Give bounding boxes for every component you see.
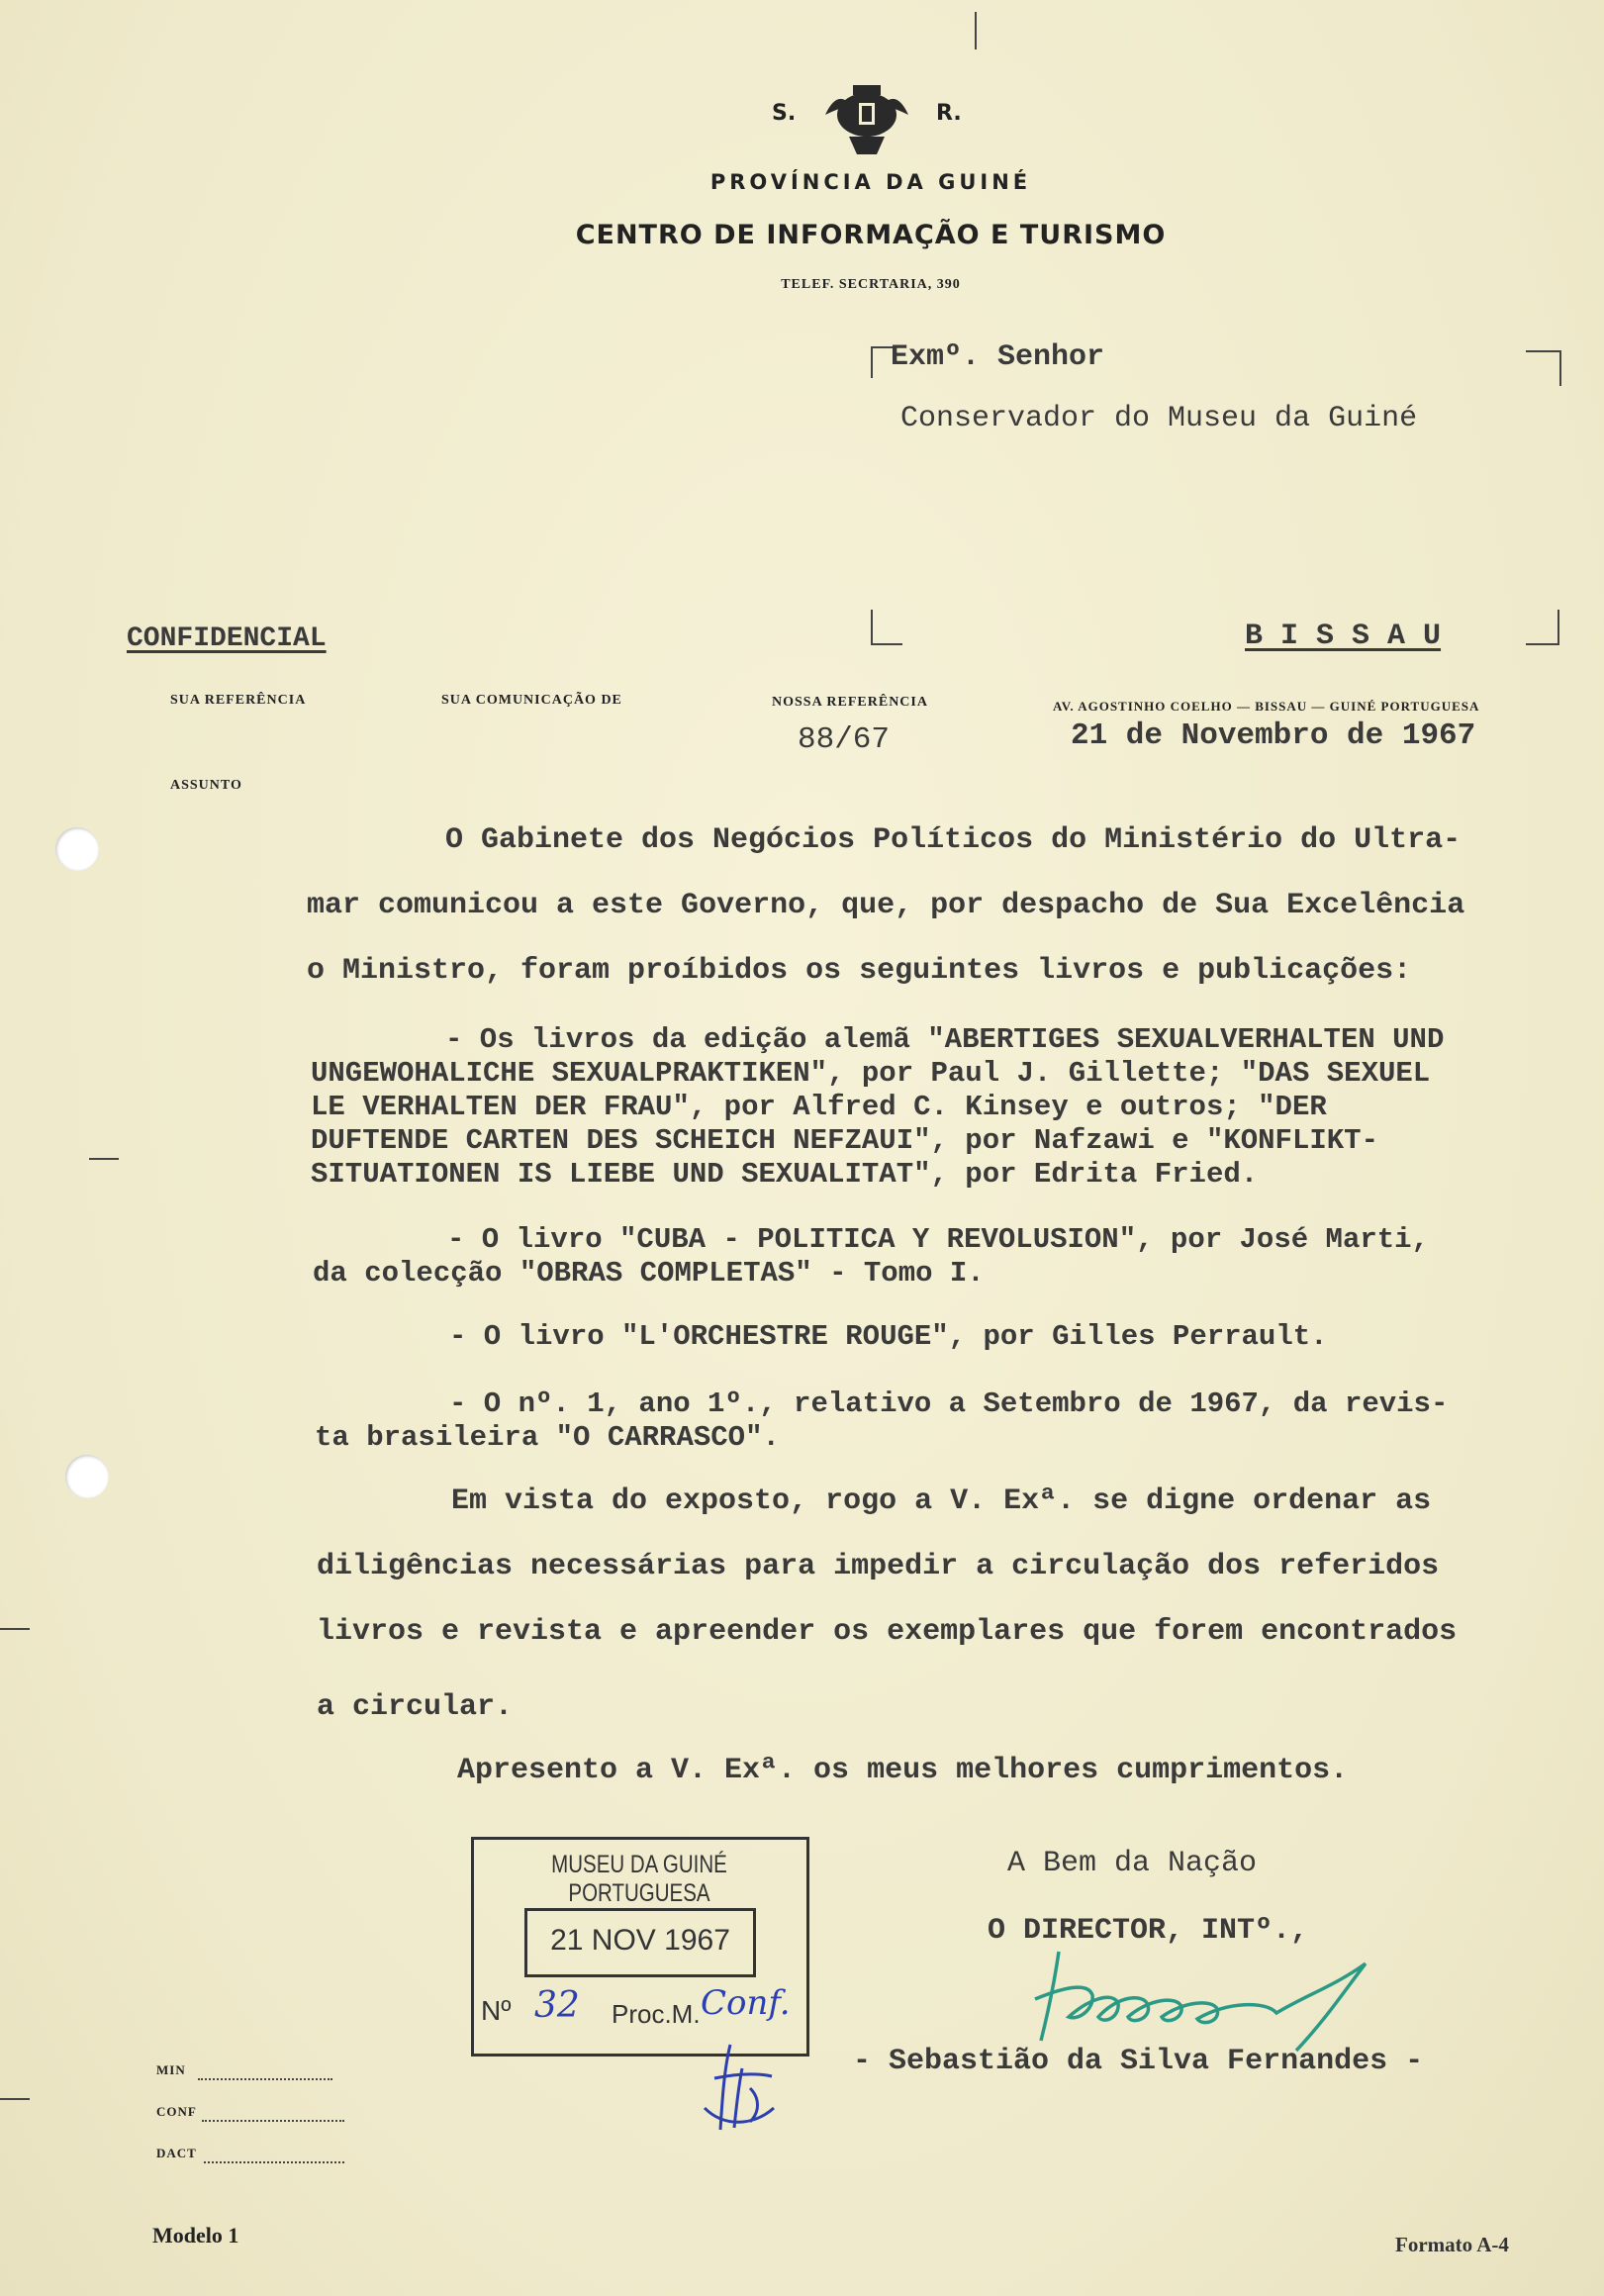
footer-conf-line bbox=[202, 2120, 344, 2122]
signoff-motto: A Bem da Nação bbox=[1007, 1847, 1258, 1880]
body-intro-1: O Gabinete dos Negócios Políticos do Ministério do Ultra- bbox=[445, 823, 1462, 857]
body-intro-2: mar comunicou a este Governo, que, por despacho de Sua Excelência bbox=[307, 889, 1465, 922]
margin-mark-3 bbox=[0, 2098, 30, 2100]
punch-hole-top bbox=[55, 827, 99, 871]
letter-date: 21 de Novembro de 1967 bbox=[1071, 718, 1476, 753]
item3-line1: - O livro "L'ORCHESTRE ROUGE", por Gilles Perrault. bbox=[449, 1320, 1328, 1353]
item2-line1: - O livro "CUBA - POLITICA Y REVOLUSION", por José Marti, bbox=[447, 1223, 1429, 1256]
window-corner-br-h bbox=[1526, 643, 1559, 645]
item4-line1: - O nº. 1, ano 1º., relativo a Setembro de 1967, da revis- bbox=[449, 1387, 1449, 1420]
item1-line5: SITUATIONEN IS LIEBE UND SEXUALITAT", por Edrita Fried. bbox=[311, 1158, 1259, 1191]
centre-title: CENTRO DE INFORMAÇÃO E TURISMO bbox=[575, 220, 1167, 250]
province-title: PROVÍNCIA DA GUINÉ bbox=[709, 170, 1032, 194]
item1-line1: - Os livros da edição alemã "ABERTIGES SEXUALVERHALTEN UND bbox=[445, 1023, 1445, 1056]
footer-min-line bbox=[198, 2078, 332, 2080]
sua-comunicacao-label: SUA COMUNICAÇÃO DE bbox=[441, 693, 622, 708]
item1-line4: DUFTENDE CARTEN DES SCHEICH NEFZAUI", por Nafzawi e "KONFLIKT- bbox=[311, 1124, 1378, 1157]
footer-format-label: Formato A-4 bbox=[1395, 2233, 1509, 2256]
signoff-name: - Sebastião da Silva Fernandes - bbox=[853, 2045, 1424, 2078]
window-corner-bl-h bbox=[871, 643, 902, 645]
item4-line2: ta brasileira "O CARRASCO". bbox=[315, 1421, 780, 1454]
window-corner-tr-v bbox=[1559, 350, 1561, 386]
stamp-number-value: 32 bbox=[534, 1985, 580, 2026]
stamp-date: 21 NOV 1967 bbox=[550, 1924, 730, 1957]
letterhead-left-mark: S. bbox=[772, 101, 797, 126]
item1-line2: UNGEWOHALICHE SEXUALPRAKTIKEN", por Paul J. Gillette; "DAS SEXUEL bbox=[311, 1057, 1431, 1090]
addressee-title: Conservador do Museu da Guiné bbox=[900, 402, 1418, 435]
classification-label: CONFIDENCIAL bbox=[127, 623, 327, 654]
request-line3: livros e revista e apreender os exemplares que forem encontrados bbox=[317, 1615, 1458, 1649]
sua-referencia-label: SUA REFERÊNCIA bbox=[170, 693, 307, 708]
footer-dact-label: DACT bbox=[156, 2146, 197, 2160]
closing-line: Apresento a V. Exª. os meus melhores cumprimentos. bbox=[457, 1754, 1349, 1787]
stamp-museum-name: MUSEU DA GUINÉ PORTUGUESA bbox=[551, 1851, 727, 1907]
stamp-proc-label: Proc.M. bbox=[612, 1999, 701, 2029]
punch-hole-bottom bbox=[65, 1455, 109, 1498]
footer-min-label: MIN bbox=[156, 2062, 186, 2077]
request-line2: diligências necessárias para impedir a circulação dos referidos bbox=[317, 1550, 1440, 1583]
addressee-salutation: Exmº. Senhor bbox=[891, 340, 1105, 374]
margin-mark-2 bbox=[0, 1628, 30, 1630]
nossa-referencia-value: 88/67 bbox=[798, 722, 891, 757]
letterhead-right-mark: R. bbox=[936, 101, 962, 126]
window-corner-br-v bbox=[1557, 610, 1559, 645]
window-corner-bl-v bbox=[871, 610, 873, 645]
director-signature bbox=[1029, 1930, 1385, 2058]
footer-dact-line bbox=[204, 2161, 344, 2163]
signoff-role: O DIRECTOR, INTº., bbox=[988, 1914, 1309, 1948]
blue-initials-mark bbox=[695, 2039, 784, 2138]
item1-line3: LE VERHALTEN DER FRAU", por Alfred C. Kinsey e outros; "DER bbox=[311, 1091, 1327, 1123]
body-intro-3: o Ministro, foram proíbidos os seguintes livros e publicações: bbox=[307, 954, 1412, 988]
address-line: AV. AGOSTINHO COELHO — BISSAU — GUINÉ PORTUGUESA bbox=[1053, 699, 1480, 714]
stamp-number-label: Nº bbox=[481, 1995, 512, 2026]
fold-mark-top bbox=[975, 12, 977, 49]
assunto-label: ASSUNTO bbox=[170, 778, 242, 793]
margin-mark-1 bbox=[89, 1158, 119, 1160]
window-corner-tr-h bbox=[1526, 350, 1561, 352]
city-label: B I S S A U bbox=[1245, 620, 1442, 653]
stamp-proc-value: Conf. bbox=[701, 1983, 791, 2023]
phone-line: TELEF. SECRTARIA, 390 bbox=[781, 277, 961, 292]
footer-conf-label: CONF bbox=[156, 2104, 197, 2119]
request-line1: Em vista do exposto, rogo a V. Exª. se digne ordenar as bbox=[451, 1484, 1432, 1518]
footer-model-label: Modelo 1 bbox=[152, 2223, 239, 2248]
window-corner-tl-v bbox=[871, 346, 873, 378]
request-line4: a circular. bbox=[317, 1690, 514, 1724]
coat-of-arms-icon bbox=[819, 79, 914, 158]
nossa-referencia-label: NOSSA REFERÊNCIA bbox=[772, 695, 928, 710]
item2-line2: da colecção "OBRAS COMPLETAS" - Tomo I. bbox=[313, 1257, 985, 1290]
